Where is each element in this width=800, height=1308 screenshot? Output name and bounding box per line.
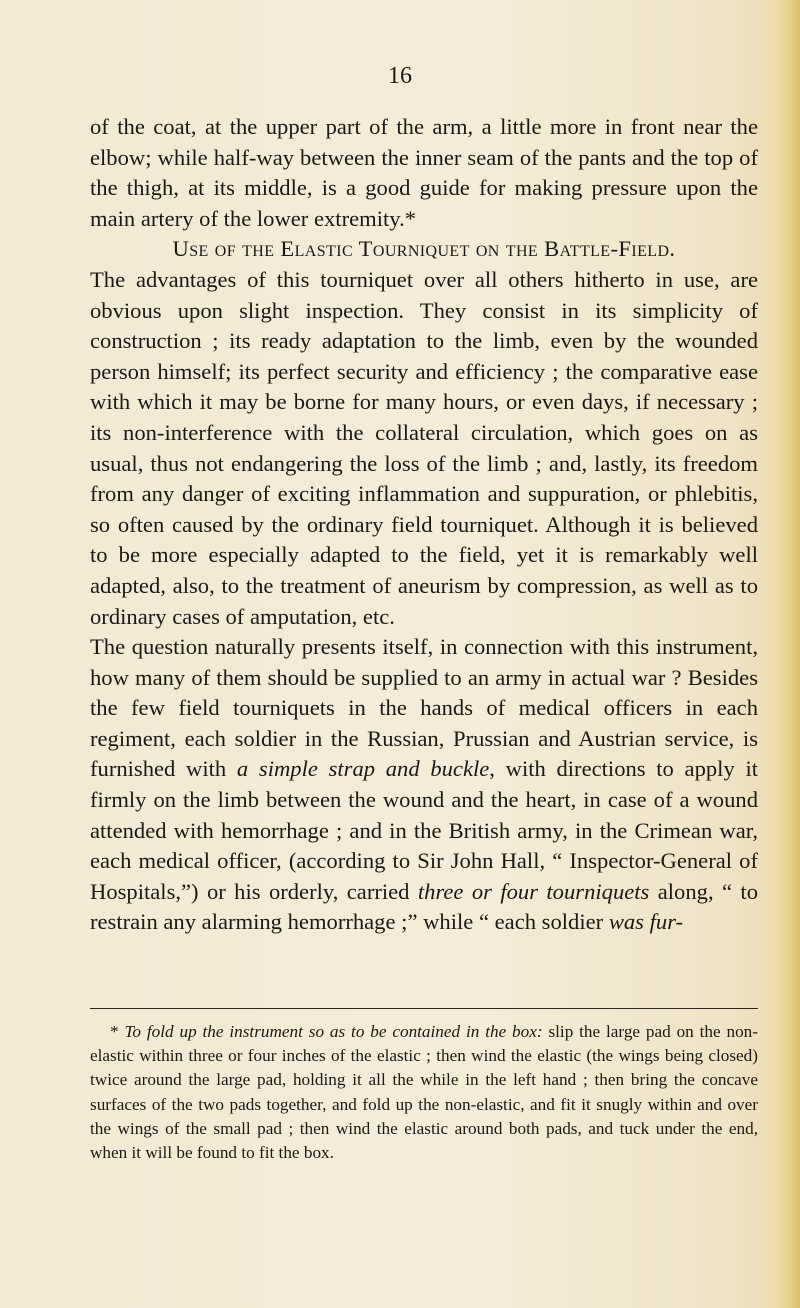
paragraph-2: The advantages of this tourniquet over all others hitherto in use, are obvious upon slight inspection. They consist in its simplicity of construction ; its ready adaptation to the limb, even by the wounded person himself; its perfect security and efficiency ; the comparative ease with which it may be borne for many hours, or even days, if necessary ; its non-interference with the collateral circulation, which goes on as usual, thus not endangering the loss of the limb ; and, lastly, its freedom from any danger of exciting inflammation and suppuration, or phlebitis, so often caused by the ordinary field tourniquet. Although it is believed to be more especially adapted to the field, yet it is remarkably well adapted, also, to the treatment of aneurism by compression, as well as to ordinary cases of amputation, etc. — [90, 266, 758, 629]
page-number: 16 — [388, 63, 412, 89]
paragraph-3-italic-c: was fur- — [608, 909, 684, 935]
paragraph-3-italic-a: a simple strap and buckle — [236, 756, 490, 782]
paragraph-3-text-a: The question naturally presents itself, in connection with this instrument, how many of them should be supplied to an army in actual war ? Besides the few field tourniquets in the hands of medical officers in each regiment, each soldier in the Russian, Prussian and Austrian service, is furnished with — [90, 634, 758, 782]
section-heading: Use of the Elastic Tourniquet on the Battle-Field. — [172, 236, 676, 262]
page-edge — [778, 0, 800, 1308]
paragraph-3-italic-b: three or four tourniquets — [417, 878, 650, 904]
main-text — [90, 112, 758, 938]
paragraph-3 — [90, 632, 758, 938]
footnote-paragraph — [90, 1020, 758, 1165]
paragraph-3-text-b: , with directions to apply it firmly on the limb between the wound and the heart, in case of a wound attended with hemorrhage ; and in the British army, in the Crimean war, each medical officer, (according to Sir John Hall, “ Inspector-General of Hospitals,”) or his orderly, carried — [90, 756, 758, 904]
footnote — [90, 1020, 758, 1165]
paragraph-3-text-c: along, “ to restrain any alarming hemorrhage ;” while “ each soldier — [90, 878, 758, 935]
footnote-text: slip the large pad on the non-elastic within three or four inches of the elastic ; then wind the elastic (the wings being closed) twice around the large pad, holding it all the while in the left hand ; then bring the concave surfaces of the two pads together, and fold up the non-elastic, and fit it snugly within and over the wings of the small pad ; then wind the elastic around both pads, and tuck under the end, when it will be found to fit the box. — [90, 1022, 758, 1163]
footnote-italic: To fold up the instrument so as to be contained in the box: — [124, 1022, 543, 1041]
footnote-marker: * — [110, 1022, 125, 1041]
paragraph-1: of the coat, at the upper part of the arm, a little more in front near the elbow; while half-way between the inner seam of the pants and the top of the thigh, at its middle, is a good guide for making pressure upon the main artery of the lower extremity.* — [90, 114, 758, 231]
footnote-divider — [90, 1008, 758, 1009]
